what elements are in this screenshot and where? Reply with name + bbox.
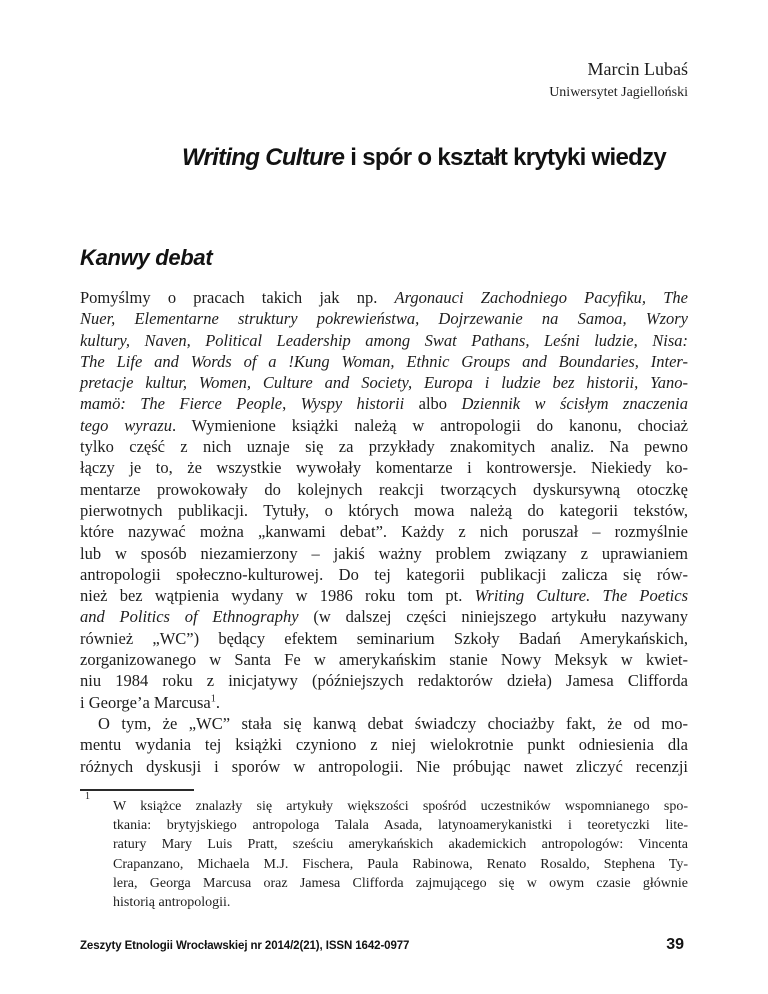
page-footer: [80, 936, 688, 954]
footnote: 1 W książce znalazły się artykuły większości spośród uczestników wspomnianego spo- tkania: brytyjskiego antropologa Talala Asada, latynoamerykanistki i teoretyczki lite- ratury Mary Luis Pratt, sześciu amerykańskich akademickich antropologów: Vincenta Crapanzano, Michaela M.J. Fischera, Paula Rabinowa, Renato Rosaldo, Stephena Ty- lera, Georga Marcusa oraz Jamesa Clifforda zajmującego się w owym czasie głównie historią antropologii.: [80, 797, 688, 912]
text-line: [113, 874, 688, 893]
text-segment: W książce znalazły się artykuły większości spośród uczestników wspomnianego spo-: [113, 799, 688, 814]
text-segment: które nazywać można „kanwami debat”. Każdy z nich poruszał – rozmyślnie: [80, 522, 688, 542]
text-line: [80, 330, 688, 351]
text-segment: Writing Culture. The Poetics: [474, 586, 688, 606]
text-segment: tego wyrazu: [80, 415, 172, 435]
text-line: [80, 500, 688, 521]
text-segment: The Life and Words of a !Kung Woman, Ethnic Groups and Boundaries, Inter-: [80, 351, 688, 371]
text-segment: .: [215, 692, 220, 712]
text-line: [80, 564, 688, 585]
text-line: [113, 893, 688, 912]
footnote-separator-rule: [80, 789, 194, 791]
text-segment: mamö: The Fierce People: [80, 394, 283, 414]
text-line: [113, 797, 688, 816]
author-block: [549, 58, 688, 102]
paragraph-1: [80, 287, 688, 713]
text-line: [80, 628, 688, 649]
page-number: 39: [666, 936, 684, 953]
text-segment: O tym, że „WC” stała się kanwą debat świadczy chociażby fakt, że od mo-: [98, 713, 688, 733]
text-segment: lera, Georga Marcusa oraz Jamesa Clifforda zajmującego się w owym czasie głównie: [113, 875, 688, 891]
text-segment: antropologii społeczno-kulturowej. Do tej kategorii publikacji zalicza się rów-: [80, 564, 688, 584]
text-line: [80, 393, 688, 414]
text-segment: kultury, Naven, Political Leadership among Swat Pathans, Leśni ludzie, Nisa:: [80, 330, 688, 350]
text-line: [80, 756, 688, 777]
text-line: [113, 816, 688, 835]
text-segment: pretacje kultur, Women, Culture and Society, Europa i ludzie bez historii: [80, 373, 635, 393]
text-line: [113, 835, 688, 854]
text-segment: mentarze prowokowały do kolejnych reakcji tworzących dyskursywną otoczkę: [80, 479, 688, 499]
text-line: [80, 372, 688, 393]
text-line: [80, 713, 688, 734]
text-segment: Wyspy historii: [300, 394, 405, 414]
text-segment: również „WC”) będący efektem seminarium Szkoły Badań Amerykańskich,: [80, 628, 688, 648]
text-segment: niu 1984 roku z inicjatywy (późniejszych redaktorów dzieła) Jamesa Clifforda: [80, 671, 688, 691]
text-line: [113, 855, 688, 874]
text-segment: ,: [282, 394, 301, 414]
text-segment: (w dalszej części niniejszego artykułu nazywany: [298, 607, 688, 627]
text-segment: Yano-: [650, 373, 688, 393]
text-segment: historią antropologii.: [113, 895, 231, 911]
text-line: [160, 142, 688, 174]
text-segment: Crapanzano, Michaela M.J. Fischera, Paula Rabinowa, Renato Rosaldo, Stephena Ty-: [113, 856, 688, 872]
author-affiliation: Uniwersytet Jagielloński: [549, 85, 688, 100]
text-segment: Writing Culture: [181, 144, 345, 171]
text-line: [80, 585, 688, 606]
text-line: [80, 457, 688, 478]
text-segment: Argonauci Zachodniego Pacyfiku, The: [394, 288, 688, 307]
text-segment: łączy je to, że wszystkie wywołały komentarze i kontrowersje. Niekiedy ko-: [80, 458, 688, 478]
paragraph-2: [80, 713, 688, 777]
text-segment: zorganizowanego w Santa Fe w amerykańskim stanie Nowy Meksyk w kwiet-: [80, 650, 688, 670]
text-segment: pierwotnych publikacji. Tytuły, o których mowa należą do kategorii tekstów,: [80, 500, 688, 520]
text-segment: tylko część z nich uznaje się za przykłady znakomitych analiz. Na pewno: [80, 437, 688, 457]
text-line: [80, 351, 688, 372]
text-line: [80, 415, 688, 436]
text-line: [80, 287, 688, 308]
text-segment: i spór o kształt krytyki wiedzy: [344, 144, 667, 171]
text-segment: tkania: brytyjskiego antropologa Talala Asada, latynoamerykanistki i teoretyczki lite-: [113, 818, 688, 834]
text-segment: ratury Mary Luis Pratt, sześciu amerykańskich akademickich antropologów: Vincenta: [113, 837, 688, 853]
footnote-text: [113, 797, 688, 912]
text-segment: Nuer, Elementarne struktury pokrewieństwa, Dojrzewanie na Samoa, Wzory: [80, 309, 688, 329]
text-line: [80, 521, 688, 542]
body-text: [80, 287, 688, 777]
text-segment: Dziennik w ścisłym znaczenia: [461, 394, 688, 414]
text-segment: . Wymienione książki należą w antropologii do kanonu, chociaż: [171, 415, 688, 435]
text-segment: nież bez wątpienia wydany w 1986 roku tom pt.: [80, 586, 475, 606]
author-name: Marcin Lubaś: [587, 59, 688, 79]
text-line: [80, 436, 688, 457]
text-line: [80, 734, 688, 755]
text-line: [80, 670, 688, 691]
text-line: [80, 479, 688, 500]
text-segment: i George’a Marcusa: [80, 692, 211, 712]
text-line: [80, 692, 688, 713]
text-segment: mentu wydania tej książki czyniono z niej wielokrotnie punkt odniesienia dla: [80, 735, 688, 755]
article-title: [160, 142, 688, 174]
text-line: [80, 649, 688, 670]
text-segment: Pomyślmy o pracach takich jak np.: [80, 288, 395, 307]
text-line: [80, 308, 688, 329]
text-line: [80, 606, 688, 627]
text-segment: lub w sposób niezamierzony – jakiś ważny problem związany z uprawianiem: [80, 543, 688, 563]
text-segment: różnych dyskusji i sporów w antropologii. Nie próbując nawet zliczyć recenzji: [80, 756, 688, 776]
text-segment: and Politics of Ethnography: [80, 607, 299, 627]
footnote-ref: 1: [210, 693, 216, 705]
journal-line: Zeszyty Etnologii Wrocławskiej nr 2014/2(21), ISSN 1642-0977: [80, 940, 410, 952]
text-segment: albo: [404, 394, 462, 414]
section-heading: Kanwy debat: [80, 245, 213, 270]
text-line: [80, 543, 688, 564]
text-segment: ,: [634, 373, 651, 393]
